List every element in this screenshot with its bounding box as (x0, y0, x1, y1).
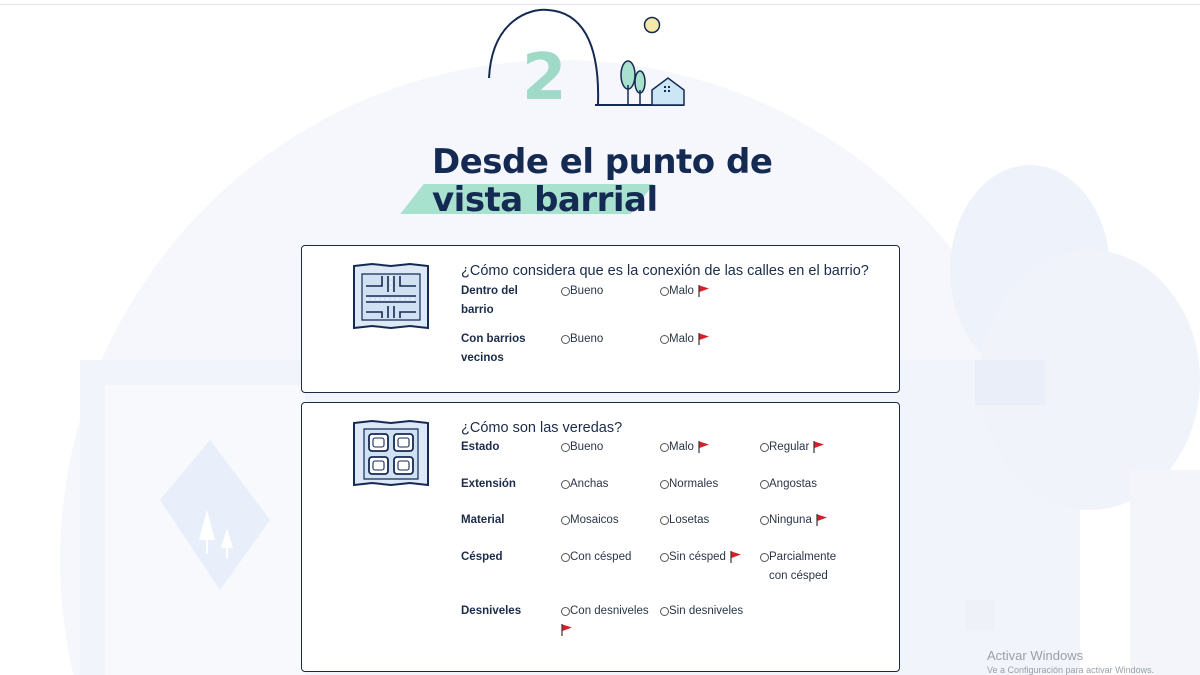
question-card-streets (301, 245, 900, 393)
option-label: Regular (769, 441, 810, 453)
option-label: Malo (669, 441, 694, 453)
option-label: Malo (669, 285, 694, 297)
row-label: Dentro del barrio (461, 285, 518, 316)
radio-button[interactable] (760, 553, 769, 562)
radio-button[interactable] (760, 443, 769, 452)
radio-button[interactable] (660, 335, 669, 344)
red-flag-icon (698, 441, 710, 453)
radio-button[interactable] (660, 287, 669, 296)
option-anchas[interactable] (561, 475, 656, 494)
option-label: Parcialmente con césped (769, 551, 837, 582)
option-label: Normales (669, 478, 719, 490)
watermark-subtitle: Ve a Configuración para activar Windows. (987, 665, 1155, 675)
option-label: Mosaicos (570, 514, 619, 526)
option-label: Bueno (570, 441, 604, 453)
option-losetas[interactable] (660, 511, 755, 530)
radio-button[interactable] (660, 480, 669, 489)
option-label: Sin césped (669, 551, 726, 563)
row-con-barrios-vecinos (461, 330, 881, 370)
watermark-title: Activar Windows (987, 648, 1084, 663)
radio-button[interactable] (561, 443, 570, 452)
option-label: Sin desniveles (669, 605, 744, 617)
option-bueno[interactable] (561, 282, 656, 301)
question-card-sidewalks (301, 402, 900, 672)
option-label: Anchas (570, 478, 609, 490)
option-label: Losetas (669, 514, 710, 526)
radio-button[interactable] (561, 335, 570, 344)
option-label: Bueno (570, 285, 604, 297)
row-cesped (461, 548, 881, 588)
option-normales[interactable] (660, 475, 755, 494)
radio-button[interactable] (660, 607, 669, 616)
option-bueno[interactable] (561, 438, 656, 457)
radio-button[interactable] (660, 516, 669, 525)
option-malo[interactable] (660, 330, 755, 349)
option-sin-cesped[interactable] (660, 548, 755, 567)
question-streets: ¿Cómo considera que es la conexión de las calles en el barrio? (461, 263, 869, 279)
option-con-cesped[interactable] (561, 548, 656, 567)
red-flag-icon (816, 514, 828, 526)
red-flag-icon (730, 551, 742, 563)
row-label: Con barrios vecinos (461, 333, 526, 364)
windows-activation-watermark (987, 648, 1154, 675)
option-label: Con césped (570, 551, 632, 563)
row-dentro-del-barrio (461, 282, 881, 322)
radio-button[interactable] (760, 480, 769, 489)
red-flag-icon (698, 285, 710, 297)
option-label: Bueno (570, 333, 604, 345)
radio-button[interactable] (760, 516, 769, 525)
row-material (461, 511, 881, 551)
option-label: Ninguna (769, 514, 812, 526)
page-title-line-2: vista barrial (432, 180, 658, 220)
option-bueno[interactable] (561, 330, 656, 349)
radio-button[interactable] (561, 553, 570, 562)
red-flag-icon (561, 624, 573, 636)
option-sin-desniveles[interactable] (660, 602, 755, 621)
option-angostas[interactable] (760, 475, 855, 494)
radio-button[interactable] (561, 607, 570, 616)
radio-button[interactable] (561, 287, 570, 296)
row-desniveles (461, 602, 881, 642)
red-flag-icon (698, 333, 710, 345)
row-label: Desniveles (461, 605, 522, 617)
step-number: 2 (522, 41, 567, 115)
row-extension (461, 475, 881, 515)
row-label: Césped (461, 551, 503, 563)
option-malo[interactable] (660, 438, 755, 457)
option-label: Malo (669, 333, 694, 345)
radio-button[interactable] (660, 553, 669, 562)
row-estado (461, 438, 881, 478)
question-sidewalks: ¿Cómo son las veredas? (461, 420, 623, 436)
option-ninguna[interactable] (760, 511, 855, 530)
row-label: Material (461, 514, 505, 526)
red-flag-icon (813, 441, 825, 453)
page-title-line-1: Desde el punto de (432, 142, 773, 182)
radio-button[interactable] (660, 443, 669, 452)
row-label: Estado (461, 441, 500, 453)
neighborhood-hero-icon (480, 5, 700, 115)
radio-button[interactable] (561, 516, 570, 525)
option-label: Con desniveles (570, 605, 649, 617)
option-con-desniveles[interactable] (561, 602, 651, 636)
option-regular[interactable] (760, 438, 855, 457)
option-parcialmente-con-cesped[interactable] (760, 548, 840, 586)
row-label: Extensión (461, 478, 516, 490)
street-map-icon (352, 262, 430, 332)
option-mosaicos[interactable] (561, 511, 656, 530)
sidewalk-tiles-icon (352, 419, 430, 489)
option-label: Angostas (769, 478, 817, 490)
radio-button[interactable] (561, 480, 570, 489)
option-malo[interactable] (660, 282, 755, 301)
